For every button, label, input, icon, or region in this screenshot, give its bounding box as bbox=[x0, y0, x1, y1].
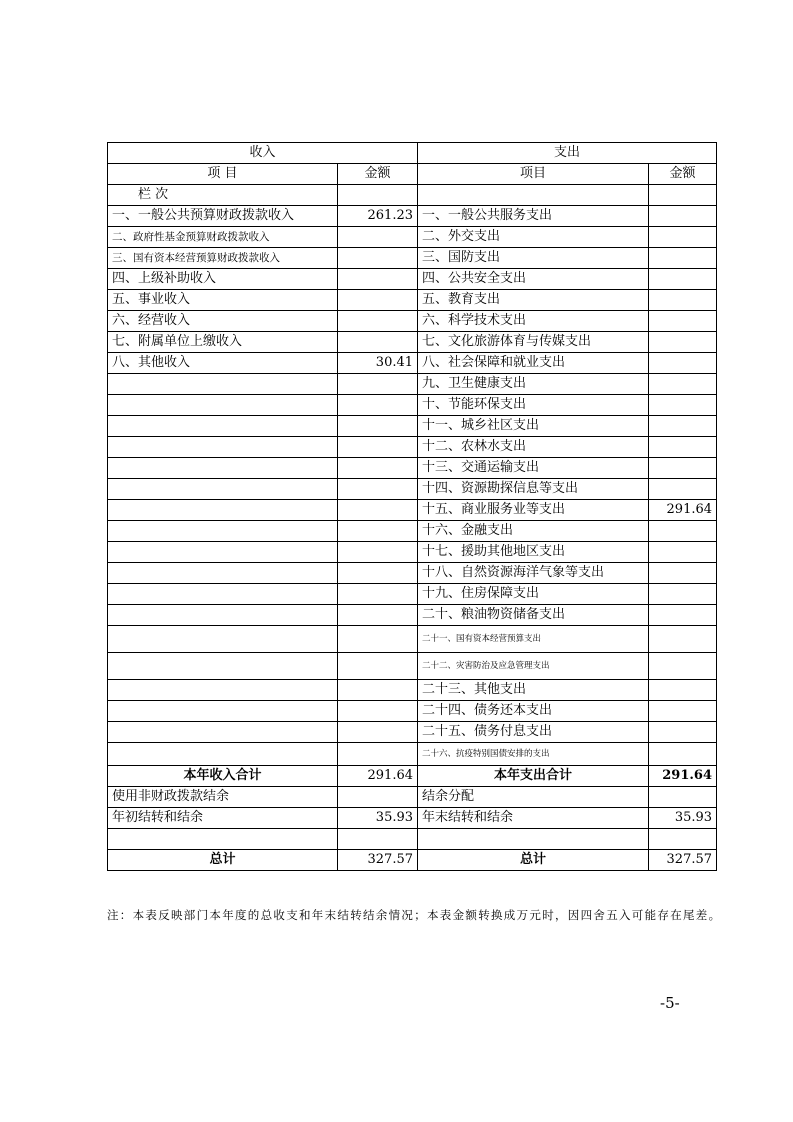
expense-amount bbox=[649, 374, 717, 395]
table-row bbox=[108, 743, 717, 766]
income-amount bbox=[338, 605, 418, 626]
income-amount bbox=[338, 680, 418, 701]
table-row bbox=[108, 311, 717, 332]
income-amount bbox=[338, 416, 418, 437]
income-item: 八、其他收入 bbox=[108, 353, 338, 374]
expense-amount bbox=[649, 248, 717, 269]
budget-summary-table bbox=[107, 142, 717, 871]
table-row bbox=[108, 722, 717, 743]
income-item bbox=[108, 416, 338, 437]
income-item bbox=[108, 437, 338, 458]
income-amount bbox=[338, 584, 418, 605]
expense-amount bbox=[649, 311, 717, 332]
expense-item: 十八、自然资源海洋气象等支出 bbox=[418, 563, 649, 584]
table-row bbox=[108, 563, 717, 584]
expense-amount bbox=[649, 290, 717, 311]
expense-amount bbox=[649, 563, 717, 584]
income-item bbox=[108, 626, 338, 653]
income-amount bbox=[338, 248, 418, 269]
expense-item: 七、文化旅游体育与传媒支出 bbox=[418, 332, 649, 353]
expense-item: 二十一、国有资本经营预算支出 bbox=[418, 626, 649, 653]
table-row bbox=[108, 680, 717, 701]
table-row bbox=[108, 395, 717, 416]
annual-total-row bbox=[108, 766, 717, 787]
income-item: 二、政府性基金预算财政拨款收入 bbox=[108, 227, 338, 248]
income-amount bbox=[338, 437, 418, 458]
expense-item: 九、卫生健康支出 bbox=[418, 374, 649, 395]
table-row bbox=[108, 500, 717, 521]
expense-item: 十四、资源勘探信息等支出 bbox=[418, 479, 649, 500]
expense-item: 二十六、抗疫特别国债安排的支出 bbox=[418, 743, 649, 766]
table-row bbox=[108, 227, 717, 248]
income-item bbox=[108, 479, 338, 500]
table-row bbox=[108, 374, 717, 395]
nonfiscal-row bbox=[108, 787, 717, 808]
expense-item: 十三、交通运输支出 bbox=[418, 458, 649, 479]
table-row bbox=[108, 416, 717, 437]
table-row bbox=[108, 269, 717, 290]
nonfiscal-balance-label: 使用非财政拨款结余 bbox=[108, 787, 338, 808]
expense-amount bbox=[649, 479, 717, 500]
income-item: 四、上级补助收入 bbox=[108, 269, 338, 290]
column-order-label: 栏 次 bbox=[108, 185, 338, 206]
income-amount bbox=[338, 332, 418, 353]
expense-amount bbox=[649, 584, 717, 605]
income-item: 七、附属单位上缴收入 bbox=[108, 332, 338, 353]
income-amount bbox=[338, 722, 418, 743]
income-amount bbox=[338, 563, 418, 584]
table-row bbox=[108, 479, 717, 500]
expense-item: 十五、商业服务业等支出 bbox=[418, 500, 649, 521]
expense-item: 十一、城乡社区支出 bbox=[418, 416, 649, 437]
income-item-header: 项 目 bbox=[108, 164, 338, 185]
income-header: 收入 bbox=[108, 143, 418, 164]
income-item bbox=[108, 395, 338, 416]
income-amount bbox=[338, 500, 418, 521]
table-row bbox=[108, 353, 717, 374]
table-row bbox=[108, 584, 717, 605]
expense-total-label: 本年支出合计 bbox=[418, 766, 649, 787]
column-order-row bbox=[108, 185, 717, 206]
income-item bbox=[108, 680, 338, 701]
grand-total-row bbox=[108, 850, 717, 871]
table-row bbox=[108, 248, 717, 269]
grand-total-label-right: 总计 bbox=[418, 850, 649, 871]
income-amount bbox=[338, 743, 418, 766]
expense-amount-header: 金额 bbox=[649, 164, 717, 185]
expense-item: 二十五、债务付息支出 bbox=[418, 722, 649, 743]
expense-item: 十六、金融支出 bbox=[418, 521, 649, 542]
grand-total-expense: 327.57 bbox=[649, 850, 717, 871]
expense-amount bbox=[649, 437, 717, 458]
income-amount bbox=[338, 701, 418, 722]
expense-item-header: 项目 bbox=[418, 164, 649, 185]
surplus-distribution-label: 结余分配 bbox=[418, 787, 649, 808]
expense-amount bbox=[649, 227, 717, 248]
expense-item: 二十三、其他支出 bbox=[418, 680, 649, 701]
income-item bbox=[108, 653, 338, 680]
income-item bbox=[108, 521, 338, 542]
income-item bbox=[108, 374, 338, 395]
expense-header: 支出 bbox=[418, 143, 717, 164]
income-amount bbox=[338, 521, 418, 542]
table-row bbox=[108, 437, 717, 458]
income-item bbox=[108, 584, 338, 605]
income-amount bbox=[338, 269, 418, 290]
income-item bbox=[108, 743, 338, 766]
expense-amount bbox=[649, 521, 717, 542]
expense-item: 二十二、灾害防治及应急管理支出 bbox=[418, 653, 649, 680]
table-row bbox=[108, 290, 717, 311]
opening-balance-value: 35.93 bbox=[338, 808, 418, 829]
column-header-row bbox=[108, 164, 717, 185]
income-amount bbox=[338, 653, 418, 680]
expense-amount bbox=[649, 653, 717, 680]
expense-amount bbox=[649, 395, 717, 416]
income-amount bbox=[338, 227, 418, 248]
income-amount bbox=[338, 395, 418, 416]
income-item bbox=[108, 500, 338, 521]
income-item: 六、经营收入 bbox=[108, 311, 338, 332]
expense-amount bbox=[649, 269, 717, 290]
expense-item: 十二、农林水支出 bbox=[418, 437, 649, 458]
table-row bbox=[108, 701, 717, 722]
table-row bbox=[108, 458, 717, 479]
table-row bbox=[108, 605, 717, 626]
expense-item: 二十四、债务还本支出 bbox=[418, 701, 649, 722]
income-item bbox=[108, 722, 338, 743]
expense-amount bbox=[649, 206, 717, 227]
expense-item: 十九、住房保障支出 bbox=[418, 584, 649, 605]
expense-item: 五、教育支出 bbox=[418, 290, 649, 311]
income-item bbox=[108, 701, 338, 722]
expense-amount bbox=[649, 701, 717, 722]
income-amount: 30.41 bbox=[338, 353, 418, 374]
income-amount bbox=[338, 458, 418, 479]
table-row bbox=[108, 521, 717, 542]
income-amount bbox=[338, 290, 418, 311]
table-row bbox=[108, 542, 717, 563]
income-item: 五、事业收入 bbox=[108, 290, 338, 311]
grand-total-income: 327.57 bbox=[338, 850, 418, 871]
expense-item: 一、一般公共服务支出 bbox=[418, 206, 649, 227]
income-amount bbox=[338, 626, 418, 653]
closing-balance-value: 35.93 bbox=[649, 808, 717, 829]
income-amount bbox=[338, 479, 418, 500]
expense-amount bbox=[649, 680, 717, 701]
expense-amount bbox=[649, 743, 717, 766]
expense-amount: 291.64 bbox=[649, 500, 717, 521]
income-total-label: 本年收入合计 bbox=[108, 766, 338, 787]
expense-amount bbox=[649, 416, 717, 437]
table-row bbox=[108, 653, 717, 680]
expense-item: 八、社会保障和就业支出 bbox=[418, 353, 649, 374]
page-number: -5- bbox=[660, 994, 680, 1012]
income-item: 一、一般公共预算财政拨款收入 bbox=[108, 206, 338, 227]
expense-item: 四、公共安全支出 bbox=[418, 269, 649, 290]
income-total-value: 291.64 bbox=[338, 766, 418, 787]
income-item bbox=[108, 605, 338, 626]
income-item: 三、国有资本经营预算财政拨款收入 bbox=[108, 248, 338, 269]
expense-amount bbox=[649, 353, 717, 374]
income-item bbox=[108, 458, 338, 479]
income-item bbox=[108, 563, 338, 584]
expense-total-value: 291.64 bbox=[649, 766, 717, 787]
expense-item: 二十、粮油物资储备支出 bbox=[418, 605, 649, 626]
grand-total-label-left: 总计 bbox=[108, 850, 338, 871]
expense-item: 十、节能环保支出 bbox=[418, 395, 649, 416]
income-item bbox=[108, 542, 338, 563]
income-amount bbox=[338, 374, 418, 395]
expense-amount bbox=[649, 332, 717, 353]
empty-row bbox=[108, 829, 717, 850]
income-amount bbox=[338, 311, 418, 332]
expense-item: 十七、援助其他地区支出 bbox=[418, 542, 649, 563]
table-footnote: 注：本表反映部门本年度的总收支和年末结转结余情况；本表金额转换成万元时，因四舍五入可能存在尾差。 bbox=[107, 908, 722, 922]
table-row bbox=[108, 332, 717, 353]
closing-balance-label: 年末结转和结余 bbox=[418, 808, 649, 829]
expense-amount bbox=[649, 605, 717, 626]
expense-item: 六、科学技术支出 bbox=[418, 311, 649, 332]
income-amount-header: 金额 bbox=[338, 164, 418, 185]
expense-amount bbox=[649, 458, 717, 479]
expense-amount bbox=[649, 722, 717, 743]
expense-item: 二、外交支出 bbox=[418, 227, 649, 248]
expense-amount bbox=[649, 626, 717, 653]
table-row bbox=[108, 206, 717, 227]
expense-amount bbox=[649, 542, 717, 563]
table-row bbox=[108, 626, 717, 653]
expense-item: 三、国防支出 bbox=[418, 248, 649, 269]
income-amount: 261.23 bbox=[338, 206, 418, 227]
section-header-row bbox=[108, 143, 717, 164]
balance-row bbox=[108, 808, 717, 829]
opening-balance-label: 年初结转和结余 bbox=[108, 808, 338, 829]
income-amount bbox=[338, 542, 418, 563]
